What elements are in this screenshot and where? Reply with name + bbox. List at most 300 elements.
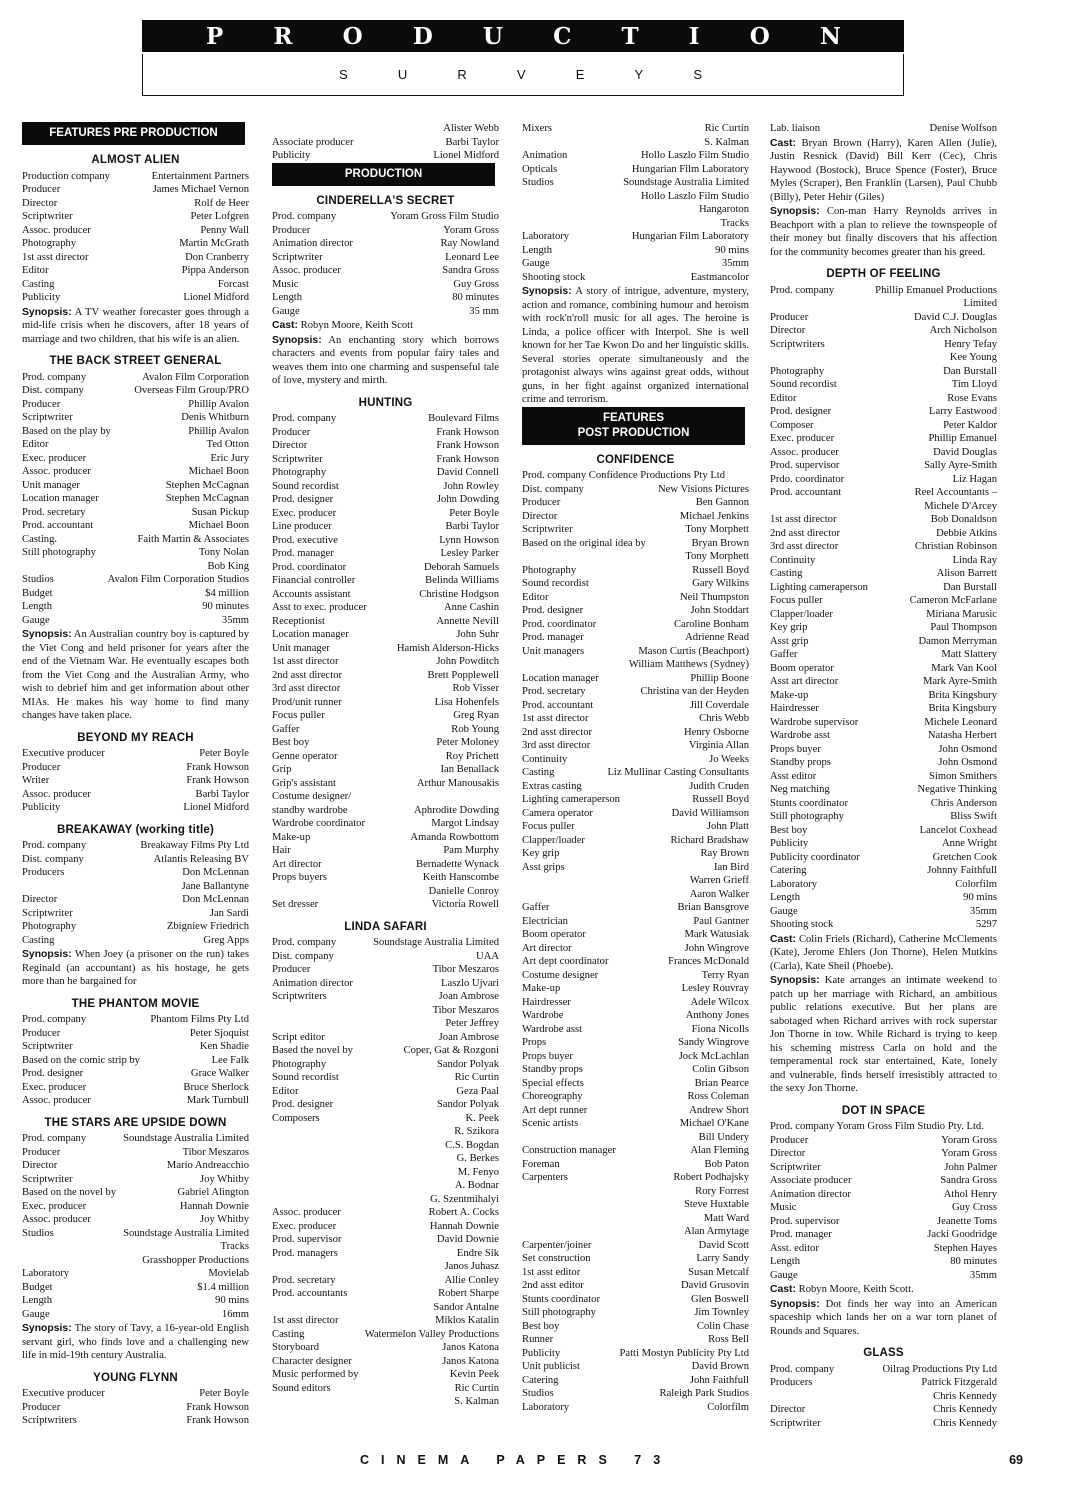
credits-list bbox=[22, 1387, 249, 1428]
credit-row bbox=[770, 432, 997, 446]
text-paragraph bbox=[770, 1298, 997, 1339]
credit-name: Leonard Lee bbox=[445, 251, 499, 263]
credit-role: Scriptwriters bbox=[770, 338, 825, 350]
credit-row bbox=[770, 473, 997, 487]
column-2 bbox=[272, 122, 499, 1409]
credit-name: Danielle Conroy bbox=[428, 885, 499, 897]
paragraph-text: Colin Friels (Richard), Catherine McClements (Kate), Jerome Ehlers (Jon Thorne), Helen Mutkins (Carla), Kate Sheil (Phoebe). bbox=[770, 933, 997, 972]
credit-row bbox=[770, 783, 997, 797]
credit-name: Hangaroton bbox=[698, 204, 749, 215]
credit-row bbox=[770, 1228, 997, 1242]
credit-name: Christine Hodgson bbox=[419, 588, 499, 600]
credit-name: James Michael Vernon bbox=[152, 184, 249, 195]
credit-row bbox=[770, 1201, 997, 1215]
paragraph-label: Synopsis: bbox=[522, 286, 572, 297]
credit-role: Extras casting bbox=[522, 780, 582, 792]
credit-name: Gretchen Cook bbox=[932, 851, 997, 863]
credit-name: 16mm bbox=[221, 1308, 249, 1320]
credit-name: Amanda Rowbottom bbox=[410, 831, 499, 843]
credit-name: Liz Mullinar Casting Consultants bbox=[607, 767, 749, 778]
credit-row bbox=[272, 466, 499, 480]
credit-name: Eastmancolor bbox=[690, 271, 749, 283]
credit-name: Belinda Williams bbox=[425, 575, 499, 586]
credit-row bbox=[522, 699, 749, 713]
credit-row bbox=[770, 1403, 997, 1417]
credit-row bbox=[522, 996, 749, 1010]
credit-name: Rob Visser bbox=[452, 683, 499, 694]
credit-role: Producer bbox=[272, 224, 311, 236]
credit-row bbox=[770, 378, 997, 392]
credit-name: Frank Howson bbox=[436, 453, 499, 465]
credit-name: Chris Kennedy bbox=[933, 1404, 997, 1415]
credit-row bbox=[272, 574, 499, 588]
credit-name: Zbigniew Friedrich bbox=[166, 921, 249, 932]
credit-row bbox=[522, 1171, 749, 1185]
credit-row bbox=[272, 1098, 499, 1112]
credit-name: Barbi Taylor bbox=[195, 788, 249, 800]
credit-role: Gaffer bbox=[770, 649, 798, 660]
text-paragraph bbox=[770, 137, 997, 205]
credit-name: Guy Gross bbox=[453, 278, 499, 290]
text-paragraph bbox=[770, 974, 997, 1096]
credit-row bbox=[770, 459, 997, 473]
credit-name: Colorfilm bbox=[707, 1401, 749, 1413]
credit-role: Asst art director bbox=[770, 676, 839, 687]
credit-row bbox=[522, 847, 749, 861]
credit-name: Soundstage Australia Limited bbox=[373, 937, 499, 948]
credit-role: Photography bbox=[22, 921, 77, 932]
credit-row bbox=[522, 672, 749, 686]
credit-row bbox=[770, 581, 997, 595]
credit-role: Exec. producer bbox=[22, 1200, 87, 1212]
credit-role: Asst grips bbox=[522, 861, 565, 873]
credit-role: Composers bbox=[272, 1112, 320, 1124]
credits-list bbox=[22, 1132, 249, 1321]
credit-name: 35 mm bbox=[469, 305, 499, 317]
credit-row bbox=[770, 1242, 997, 1256]
credit-name: Jane Ballantyne bbox=[181, 880, 249, 892]
credit-row bbox=[22, 264, 249, 278]
credit-role: Gauge bbox=[22, 1308, 50, 1320]
credit-row bbox=[770, 500, 997, 514]
credit-role: 2nd asst editor bbox=[522, 1280, 584, 1291]
credit-row bbox=[272, 1328, 499, 1342]
paragraph-label: Cast: bbox=[272, 320, 298, 331]
credit-name: Margot Lindsay bbox=[431, 818, 499, 829]
credit-name: Gary Wilkins bbox=[692, 578, 749, 589]
credit-role: Producers bbox=[22, 867, 65, 878]
credit-role: 1st asst director bbox=[272, 1315, 339, 1326]
credit-row bbox=[272, 1085, 499, 1099]
credit-name: Glen Boswell bbox=[691, 1293, 749, 1305]
credit-name: Breakaway Films Pty Ltd bbox=[140, 840, 249, 851]
credit-row bbox=[522, 739, 749, 753]
credit-name: Lionel Midford bbox=[183, 802, 249, 813]
credit-name: Avalon Film Corporation Studios bbox=[107, 574, 249, 585]
credit-row bbox=[272, 588, 499, 602]
credit-name: Cameron McFarlane bbox=[909, 595, 997, 606]
credit-row bbox=[272, 871, 499, 885]
credit-name: 80 minutes bbox=[950, 1256, 997, 1267]
credit-name: Sandor Polyak bbox=[436, 1099, 499, 1110]
credit-name: Aphrodite Dowding bbox=[413, 804, 499, 816]
credit-role: Special effects bbox=[522, 1077, 584, 1089]
credit-name: Greg Ryan bbox=[453, 710, 499, 721]
credit-role: Prod. designer bbox=[522, 605, 584, 616]
credit-row bbox=[272, 1274, 499, 1288]
credit-role: Scriptwriters bbox=[22, 1415, 77, 1426]
credit-role: Catering bbox=[770, 865, 807, 876]
credit-row bbox=[770, 675, 997, 689]
credit-name: $4 million bbox=[205, 587, 249, 599]
credit-name: Grace Walker bbox=[190, 1068, 249, 1079]
film-title: BREAKAWAY (working title) bbox=[56, 823, 215, 836]
credit-row bbox=[522, 1077, 749, 1091]
section-banner: PRODUCTION bbox=[272, 163, 495, 186]
paragraph-text: When Joey (a prisoner on the run) takes Reginald (an accountant) as his hostage, he gets more than he bargained for bbox=[22, 949, 249, 987]
credit-row bbox=[22, 1094, 249, 1108]
credit-name: Tony Morphett bbox=[685, 524, 749, 535]
credit-role: Producer bbox=[22, 184, 61, 195]
credit-row bbox=[272, 709, 499, 723]
credit-name: Aaron Walker bbox=[689, 888, 749, 900]
credit-name: Joy Whitby bbox=[200, 1214, 249, 1225]
credit-role: Laboratory bbox=[22, 1268, 70, 1279]
credit-row bbox=[22, 479, 249, 493]
credit-role: Prod. company bbox=[272, 413, 337, 424]
credit-row bbox=[770, 635, 997, 649]
credits-list bbox=[22, 170, 249, 305]
credit-name: David Grusovin bbox=[681, 1280, 749, 1291]
credit-name: Mark Van Kool bbox=[931, 662, 997, 674]
credit-name: $1.4 million bbox=[197, 1281, 249, 1293]
credit-row bbox=[272, 1341, 499, 1355]
credit-role: Studios bbox=[522, 177, 554, 188]
credit-row bbox=[22, 546, 249, 560]
credit-role: Line producer bbox=[272, 521, 332, 532]
credit-role: 3rd asst director bbox=[522, 740, 591, 751]
credit-name: Sandy Wingrove bbox=[678, 1037, 749, 1048]
text-paragraph bbox=[22, 306, 249, 347]
credit-row bbox=[22, 1401, 249, 1415]
credit-name: Dan Burstall bbox=[943, 581, 997, 593]
credit-row bbox=[272, 412, 499, 426]
credit-name: Phillip Avalon bbox=[188, 398, 249, 410]
credit-row bbox=[272, 1139, 499, 1153]
credit-name: David Downie bbox=[436, 1234, 499, 1245]
credit-name: Neil Thumpston bbox=[680, 591, 749, 603]
credit-row bbox=[272, 1314, 499, 1328]
credit-role: Clapper/loader bbox=[770, 608, 833, 620]
credit-row bbox=[522, 1360, 749, 1374]
credit-role: Make-up bbox=[770, 689, 809, 701]
credit-role: Length bbox=[770, 892, 801, 903]
credit-role: Scriptwriter bbox=[22, 211, 73, 222]
credit-name: Kevin Peek bbox=[449, 1369, 499, 1380]
credit-role: Costume designer bbox=[522, 969, 599, 981]
credit-role: Standby props bbox=[770, 757, 831, 768]
credit-role: Length bbox=[22, 601, 53, 612]
credit-name: Ian Bird bbox=[713, 861, 749, 873]
credit-row bbox=[22, 1159, 249, 1173]
credit-name: Christina van der Heyden bbox=[640, 686, 749, 697]
credit-role: Electrician bbox=[522, 915, 568, 927]
credit-row bbox=[522, 1306, 749, 1320]
credit-row bbox=[272, 977, 499, 991]
credit-name: Pam Murphy bbox=[443, 845, 499, 856]
paragraph-label: Cast: bbox=[770, 137, 796, 149]
credit-name: Phillip Emanuel bbox=[928, 433, 997, 444]
credit-role: Based on the novel by bbox=[22, 1187, 117, 1198]
credit-row bbox=[22, 920, 249, 934]
credit-name: Fiona Nicolls bbox=[691, 1023, 749, 1035]
credit-row bbox=[22, 1267, 249, 1281]
credit-name: Limited bbox=[963, 298, 997, 309]
credit-role: Producer bbox=[22, 761, 61, 773]
credit-role: Producers bbox=[770, 1377, 813, 1388]
credit-row bbox=[22, 1213, 249, 1227]
credit-row bbox=[22, 425, 249, 439]
credit-row bbox=[770, 1363, 997, 1377]
credit-role: Dist. company bbox=[272, 950, 334, 962]
credit-name: Penny Wall bbox=[200, 224, 249, 236]
credit-row bbox=[522, 780, 749, 794]
credit-name: Alan Armytage bbox=[683, 1226, 749, 1237]
credit-row bbox=[272, 1193, 499, 1207]
credit-name: Janos Katona bbox=[442, 1355, 499, 1367]
credit-role: Music bbox=[770, 1202, 797, 1213]
credit-role: Scriptwriter bbox=[22, 907, 73, 919]
credit-role: Still photography bbox=[522, 1307, 596, 1318]
credit-role: Carpenter/joiner bbox=[522, 1239, 592, 1251]
credit-name: Raleigh Park Studios bbox=[659, 1388, 749, 1399]
text-paragraph bbox=[770, 205, 997, 259]
paragraph-label: Cast: bbox=[770, 933, 796, 945]
credit-row bbox=[522, 888, 749, 902]
credit-name: Bruce Sherlock bbox=[183, 1081, 249, 1093]
section-subtitle-band bbox=[142, 54, 904, 96]
credit-role: Unit manager bbox=[22, 479, 80, 491]
credit-role: Assoc. producer bbox=[22, 1214, 91, 1225]
credit-name: 80 minutes bbox=[452, 292, 499, 303]
credit-row bbox=[272, 426, 499, 440]
credit-name: John Dowding bbox=[436, 494, 499, 505]
credit-name: Tracks bbox=[720, 217, 749, 229]
credit-name: 90 mins bbox=[715, 244, 749, 256]
credit-name: John Platt bbox=[706, 821, 749, 832]
credit-row bbox=[770, 797, 997, 811]
credit-name: Frances McDonald bbox=[668, 956, 749, 967]
credit-name: Soundstage Australia Limited bbox=[123, 1133, 249, 1144]
credit-row bbox=[22, 1308, 249, 1322]
credit-role: Laboratory bbox=[770, 878, 818, 890]
credit-row bbox=[272, 885, 499, 899]
credit-row bbox=[770, 1215, 997, 1229]
film-title: DOT IN SPACE bbox=[841, 1104, 926, 1117]
credit-row bbox=[522, 834, 749, 848]
credit-row bbox=[272, 1125, 499, 1139]
title-letter: I bbox=[688, 22, 701, 50]
credit-row bbox=[770, 1161, 997, 1175]
credit-name: Chris Kennedy bbox=[933, 1390, 997, 1402]
credit-row bbox=[22, 1132, 249, 1146]
credit-row bbox=[272, 1301, 499, 1315]
credit-name: Mario Andreacchio bbox=[166, 1160, 249, 1171]
credit-row bbox=[272, 453, 499, 467]
credit-name: Anne Wright bbox=[942, 838, 997, 849]
credit-role: Casting. bbox=[22, 533, 58, 545]
credit-name: Hollo Laszlo Film Studio bbox=[640, 150, 749, 161]
credit-role: Casting bbox=[522, 767, 555, 778]
credit-role: 1st asst director bbox=[770, 514, 837, 525]
credit-name: Hollo Laszlo Film Studio bbox=[640, 190, 749, 202]
credit-name: Entertainment Partners bbox=[151, 170, 249, 182]
credit-role: Based on the comic strip by bbox=[22, 1054, 140, 1066]
credit-role: Prod. designer bbox=[272, 1099, 334, 1110]
credit-row bbox=[522, 874, 749, 888]
credit-role: Lab. liaison bbox=[770, 123, 821, 134]
credit-name: Lionel Midford bbox=[183, 292, 249, 303]
credit-row bbox=[770, 419, 997, 433]
credit-row bbox=[770, 324, 997, 338]
credit-row bbox=[272, 1233, 499, 1247]
credit-role: Key grip bbox=[770, 622, 808, 633]
credit-name: 35mm bbox=[721, 258, 749, 269]
credit-row bbox=[522, 1158, 749, 1172]
credit-name: Richard Bradshaw bbox=[670, 834, 749, 846]
credit-role: Gauge bbox=[770, 1269, 798, 1281]
credits-list bbox=[272, 210, 499, 318]
credit-role: Assoc. producer bbox=[22, 466, 91, 477]
credit-role: Gauge bbox=[22, 614, 50, 626]
credit-name: Keith Hanscombe bbox=[422, 872, 499, 883]
credit-row bbox=[770, 648, 997, 662]
credit-row bbox=[22, 278, 249, 292]
credit-row bbox=[272, 696, 499, 710]
title-letter: U bbox=[482, 22, 504, 50]
credit-name: Movielab bbox=[208, 1268, 249, 1279]
credit-row bbox=[22, 1254, 249, 1268]
credit-role: Director bbox=[770, 1148, 806, 1159]
credit-name: M. Fenyo bbox=[457, 1166, 499, 1178]
credit-name: Peter Lofgren bbox=[190, 211, 249, 222]
credit-row bbox=[272, 990, 499, 1004]
credit-name: New Visions Pictures bbox=[658, 483, 749, 495]
credit-role: Prod. supervisor bbox=[272, 1234, 342, 1245]
credit-row bbox=[272, 1382, 499, 1396]
credit-name: Hannah Downie bbox=[429, 1220, 499, 1232]
credit-row bbox=[522, 901, 749, 915]
credit-role: Sound recordist bbox=[272, 480, 339, 492]
credit-row bbox=[22, 774, 249, 788]
credit-role: Associate producer bbox=[770, 1175, 852, 1186]
paragraph-text: Con-man Harry Reynolds arrives in Beachport with a plan to relieve the townspeople of their money but finally discovers that his affection for the community becomes greater than his greed. bbox=[770, 206, 997, 258]
credit-role: Prod. secretary bbox=[522, 686, 586, 697]
credit-name: 90 mins bbox=[215, 1295, 249, 1306]
credit-role: Art director bbox=[272, 858, 322, 870]
credit-name: Peter Jeffrey bbox=[445, 1018, 499, 1029]
credit-row bbox=[22, 573, 249, 587]
credit-role: Prod. supervisor bbox=[770, 460, 840, 471]
credit-role: Construction manager bbox=[522, 1145, 616, 1156]
credit-name: Lionel Midford bbox=[433, 150, 499, 161]
credits-list bbox=[272, 936, 499, 1409]
credit-role: Exec. producer bbox=[272, 1220, 337, 1232]
credit-name: Phillip Avalon bbox=[188, 425, 249, 437]
credit-name: John Rowley bbox=[443, 480, 499, 492]
credit-row bbox=[522, 1023, 749, 1037]
credit-role: Length bbox=[272, 292, 303, 303]
credit-role: Continuity bbox=[522, 753, 568, 765]
credit-row bbox=[272, 136, 499, 150]
credit-name: Brita Kingsbury bbox=[928, 689, 997, 701]
credit-role: Prod. secretary bbox=[272, 1274, 336, 1286]
credit-row bbox=[22, 1387, 249, 1401]
credit-name: Soundstage Australia Limited bbox=[623, 177, 749, 188]
credit-row bbox=[522, 631, 749, 645]
credit-name: David Brown bbox=[691, 1361, 749, 1372]
credit-row bbox=[770, 1390, 997, 1404]
paragraph-label: Synopsis: bbox=[770, 975, 820, 986]
credit-role: Prod. secretary bbox=[22, 506, 86, 518]
credit-row bbox=[770, 851, 997, 865]
credit-row bbox=[522, 1225, 749, 1239]
credit-row bbox=[22, 866, 249, 880]
credit-name: Brian Bansgrove bbox=[677, 902, 749, 913]
credit-role: Accounts assistant bbox=[272, 588, 351, 600]
credit-name: Guy Cross bbox=[951, 1202, 997, 1213]
credit-role: 1st asst director bbox=[272, 656, 339, 667]
credit-row bbox=[22, 1414, 249, 1428]
credit-row bbox=[272, 1368, 499, 1382]
credit-role: 2nd asst director bbox=[522, 726, 593, 738]
credit-name: Athol Henry bbox=[943, 1188, 997, 1200]
credit-name: Brian Pearce bbox=[694, 1077, 749, 1089]
paragraph-label: Synopsis: bbox=[22, 629, 72, 640]
credit-row bbox=[522, 604, 749, 618]
credit-name: Grasshopper Productions bbox=[142, 1254, 249, 1266]
credit-role: Prdo. coordinator bbox=[770, 473, 845, 485]
credit-role: Grip's assistant bbox=[272, 777, 336, 789]
credit-row bbox=[272, 963, 499, 977]
credit-row bbox=[522, 190, 749, 204]
film-title: THE PHANTOM MOVIE bbox=[71, 997, 200, 1010]
credit-role: Laboratory bbox=[522, 1401, 570, 1413]
credit-role: Scriptwriters bbox=[272, 991, 327, 1002]
credit-role: Character designer bbox=[272, 1355, 352, 1367]
credit-name: Stephen McCagnan bbox=[165, 479, 249, 491]
credit-role: Make-up bbox=[522, 983, 561, 994]
credit-row bbox=[522, 685, 749, 699]
credit-role: Still photography bbox=[770, 811, 844, 822]
credit-name: Michael Jenkins bbox=[679, 510, 749, 522]
credit-role: Based on the original idea by bbox=[522, 537, 646, 549]
credit-name: Phantom Films Pty Ltd bbox=[150, 1014, 249, 1025]
column-1 bbox=[22, 122, 249, 1428]
credit-row bbox=[272, 480, 499, 494]
credit-row bbox=[522, 1347, 749, 1361]
credit-name: Damon Merryman bbox=[918, 635, 997, 647]
paragraph-text: An enchanting story which borrows characters and events from popular fairy tales and weaves them into one charming and suspenseful tale of love, mystery and mirth. bbox=[272, 334, 499, 386]
credit-row bbox=[522, 1090, 749, 1104]
credit-role: Scriptwriter bbox=[272, 251, 323, 263]
credit-role: 1st asst editor bbox=[522, 1266, 581, 1278]
credit-row bbox=[522, 1050, 749, 1064]
credit-row bbox=[770, 1417, 997, 1431]
credit-name: Lesley Rouvray bbox=[681, 983, 749, 994]
credit-row bbox=[272, 628, 499, 642]
credit-row bbox=[272, 1220, 499, 1234]
